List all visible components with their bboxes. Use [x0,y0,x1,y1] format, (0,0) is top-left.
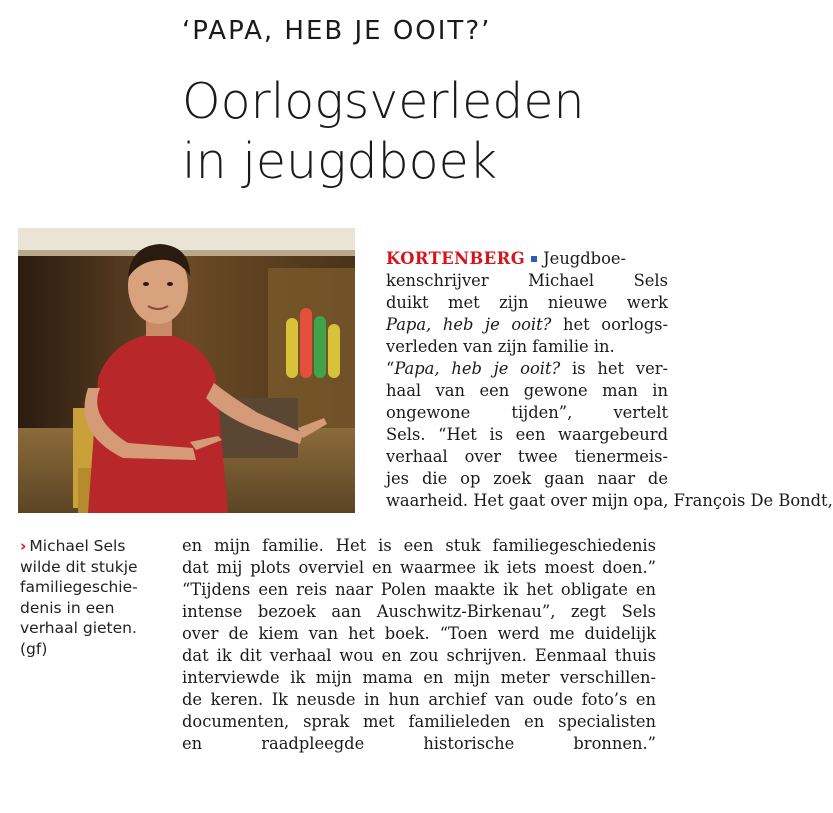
caption-line: familiegeschie- [20,578,138,596]
body-line: verhaal over twee tienermeis- [386,447,668,466]
body-line: over de kiem van het boek. “Toen werd me duidelijk [182,624,656,643]
body-line: interviewde ik mijn mama en mijn meter verschillen- [182,668,656,687]
body-line: ongewone tijden”, vertelt [386,403,668,422]
body-line: en raadpleegde historische bronnen.” [182,734,656,753]
book-title: Papa, heb je ooit? [386,315,552,334]
body-line: Sels. “Het is een waargebeurd [386,425,668,444]
kicker: ‘PAPA, HEB JE OOIT?’ [182,16,492,46]
body-line: dat mij plots overviel en waarmee ik iets moest doen.” [182,558,656,577]
square-bullet-icon [531,256,537,262]
body-line: kenschrijver Michael Sels [386,271,668,290]
body-line: “Papa, heb je ooit? is het ver- [386,359,668,378]
headline [182,72,585,192]
body-line: KORTENBERG Jeugdboe- [386,249,627,268]
body-line: dat ik dit verhaal wou en zou schrijven. Eenmaal thuis [182,646,656,665]
body-line: jes die op zoek gaan naar de [386,469,668,488]
photo-illustration [18,228,355,513]
body-line: waarheid. Het gaat over mijn opa, François De Bondt, [386,491,833,510]
caption-line: wilde dit stukje [20,557,138,576]
body-line: Papa, heb je ooit? het oorlogs- [386,315,668,334]
caption-line: verhaal gieten. [20,619,137,637]
caption-line: › Michael Sels [20,537,126,555]
body-line: “Tijdens een reis naar Polen maakte ik het obligate en [182,580,656,599]
dateline: KORTENBERG [386,249,526,268]
caption-line: (gf) [20,639,48,658]
body-line: documenten, sprak met familieleden en specialisten [182,712,656,731]
body-line: intense bezoek aan Auschwitz-Birkenau”, zegt Sels [182,602,656,621]
body-line: de keren. Ik neusde in hun archief van oude foto’s en [182,690,656,709]
article-photo [18,228,355,513]
photo-caption [20,536,170,659]
headline-line-1: Oorlogsverleden [182,73,585,130]
body-line: haal van een gewone man in [386,381,668,400]
chevron-right-icon: › [20,537,27,555]
caption-line: denis in een [20,598,115,617]
book-title: Papa, heb je ooit? [394,359,561,378]
body-line: duikt met zijn nieuwe werk [386,293,668,312]
body-line: en mijn familie. Het is een stuk familiegeschiedenis [182,536,656,555]
headline-line-2: in jeugdboek [182,133,498,190]
body-line: verleden van zijn familie in. [386,337,615,356]
